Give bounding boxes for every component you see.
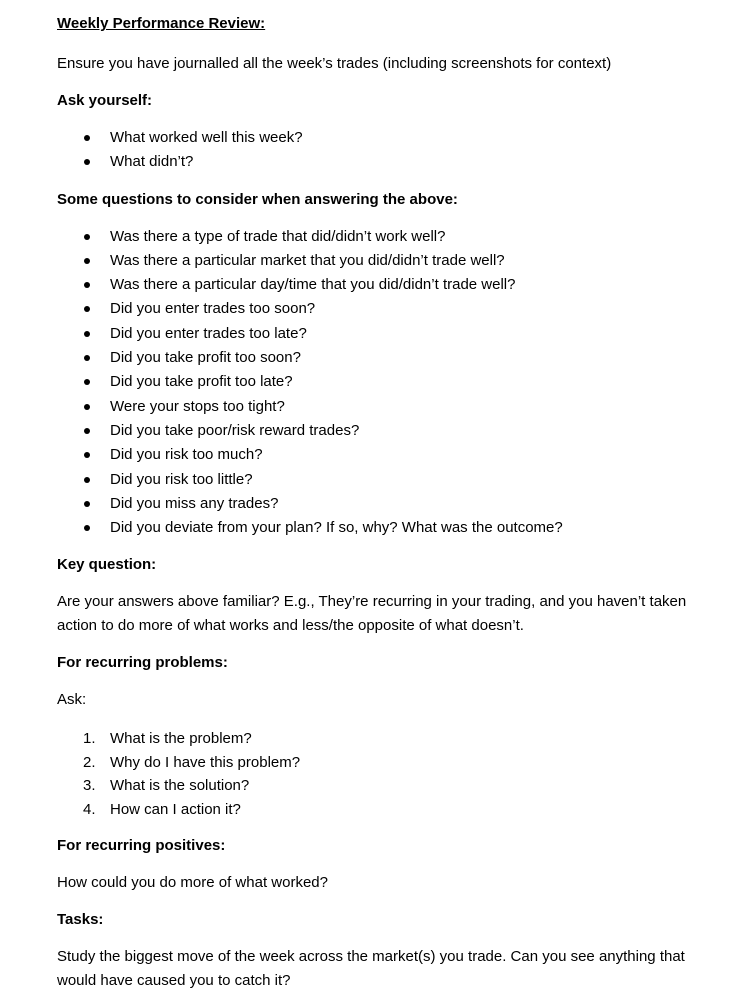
numbered-item — [57, 774, 717, 798]
bullet-icon — [84, 395, 104, 410]
list-item-text: Did you miss any trades? — [110, 494, 279, 512]
bullet-icon — [84, 516, 104, 531]
numbered-item-text: How can I action it? — [110, 800, 241, 818]
list-item — [57, 370, 717, 394]
list-item-text: Was there a type of trade that did/didn’t work well? — [110, 227, 446, 245]
bullet-icon — [84, 225, 104, 240]
list-item — [57, 322, 717, 346]
item-number: 4. — [83, 800, 96, 818]
key-question-paragraph: Are your answers above familiar? E.g., They’re recurring in your trading, and you haven’t taken action to do more of what works and less/the opposite of what doesn’t. — [57, 593, 687, 635]
item-number: 1. — [83, 730, 96, 748]
ask-yourself-list — [57, 126, 717, 175]
list-item — [57, 516, 717, 540]
numbered-item — [57, 751, 717, 775]
some-questions-heading: Some questions to consider when answering the above: — [57, 190, 458, 208]
list-item-text: Did you take profit too late? — [110, 373, 293, 391]
list-item — [57, 468, 717, 492]
some-questions-list — [57, 225, 717, 541]
numbered-item — [57, 798, 717, 822]
item-number: 2. — [83, 753, 96, 771]
list-item-text: Did you risk too much? — [110, 446, 263, 464]
list-item-text: Did you enter trades too late? — [110, 324, 307, 342]
list-item — [57, 126, 717, 150]
list-item — [57, 492, 717, 516]
bullet-icon — [84, 322, 104, 337]
recurring-problems-list — [57, 727, 717, 821]
tasks-heading: Tasks: — [57, 911, 104, 929]
recurring-positives-paragraph: How could you do more of what worked? — [57, 874, 328, 892]
bullet-icon — [84, 249, 104, 264]
list-item-text: Was there a particular day/time that you did/didn’t trade well? — [110, 276, 516, 294]
ask-label: Ask: — [57, 691, 87, 709]
list-item — [57, 395, 717, 419]
list-item — [57, 297, 717, 321]
bullet-icon — [84, 443, 104, 458]
bullet-icon — [84, 492, 104, 507]
numbered-item — [57, 727, 717, 751]
item-number: 3. — [83, 777, 96, 795]
list-item — [57, 443, 717, 467]
document-title: Weekly Performance Review: — [57, 15, 266, 32]
key-question-heading: Key question: — [57, 556, 157, 574]
ask-yourself-heading: Ask yourself: — [57, 92, 153, 109]
bullet-icon — [84, 370, 104, 385]
recurring-positives-heading: For recurring positives: — [57, 837, 226, 855]
list-item-text: Did you risk too little? — [110, 470, 253, 488]
recurring-problems-heading: For recurring problems: — [57, 654, 228, 672]
list-item-text: Did you take poor/risk reward trades? — [110, 421, 360, 439]
intro-paragraph: Ensure you have journalled all the week’s trades (including screenshots for context) — [57, 55, 612, 72]
bullet-icon — [84, 346, 104, 361]
list-item — [57, 249, 717, 273]
bullet-icon — [84, 419, 104, 434]
list-item — [57, 150, 717, 174]
list-item-text: What didn’t? — [110, 153, 194, 171]
bullet-icon — [84, 273, 104, 288]
bullet-icon — [84, 126, 104, 141]
list-item-text: Did you enter trades too soon? — [110, 300, 316, 318]
bullet-icon — [84, 150, 104, 165]
numbered-item-text: What is the solution? — [110, 777, 250, 795]
list-item-text: What worked well this week? — [110, 129, 303, 146]
bullet-icon — [84, 468, 104, 483]
numbered-item-text: What is the problem? — [110, 730, 252, 748]
bullet-icon — [84, 297, 104, 312]
list-item — [57, 273, 717, 297]
list-item-text: Did you take profit too soon? — [110, 349, 301, 367]
list-item — [57, 225, 717, 249]
list-item — [57, 346, 717, 370]
tasks-paragraph: Study the biggest move of the week across the market(s) you trade. Can you see anything that would have caused you to catch it? — [57, 948, 685, 990]
list-item-text: Were your stops too tight? — [110, 397, 285, 415]
document-page — [57, 14, 717, 1008]
numbered-item-text: Why do I have this problem? — [110, 753, 301, 771]
list-item-text: Did you deviate from your plan? If so, why? What was the outcome? — [110, 519, 563, 537]
list-item — [57, 419, 717, 443]
list-item-text: Was there a particular market that you did/didn’t trade well? — [110, 251, 505, 269]
